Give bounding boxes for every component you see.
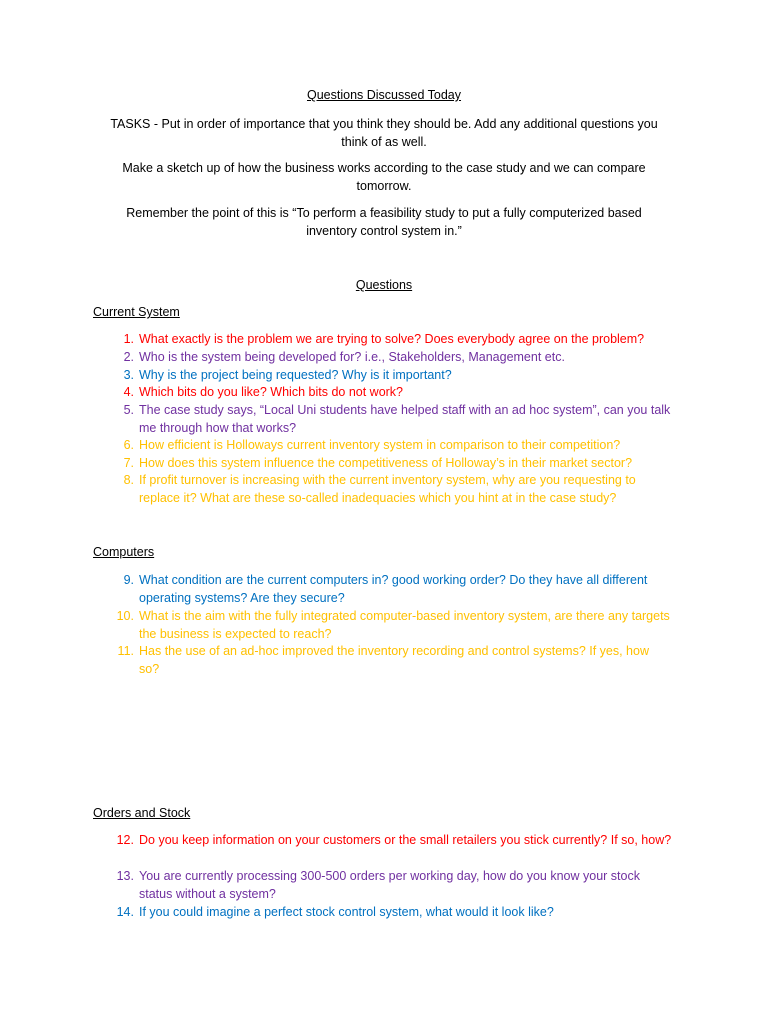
question-text: Who is the system being developed for? i.e., Stakeholders, Management etc.: [139, 350, 565, 364]
question-text: How efficient is Holloways current inventory system in comparison to their competition?: [139, 438, 621, 452]
question-text: Which bits do you like? Which bits do not work?: [139, 385, 404, 399]
question-number: 3.: [123, 368, 134, 382]
section-heading-computers: Computers: [93, 545, 155, 559]
tasks-paragraph: TASKS - Put in order of importance that you think they should be. Add any additional questions you think of as well.: [110, 117, 658, 149]
section-heading-current-system: Current System: [93, 305, 180, 319]
question-number: 12.: [116, 833, 134, 847]
question-number: 6.: [123, 438, 134, 452]
question-text: Do you keep information on your customers or the small retailers you stick currently? If so, how?: [139, 833, 672, 847]
question-text: If you could imagine a perfect stock control system, what would it look like?: [139, 905, 554, 919]
question-number: 9.: [123, 573, 134, 587]
question-number: 5.: [123, 403, 134, 417]
question-text: Has the use of an ad-hoc improved the inventory recording and control systems? If yes, how so?: [139, 644, 649, 676]
question-number: 4.: [123, 385, 134, 399]
question-number: 11.: [117, 644, 134, 658]
question-text: What exactly is the problem we are trying to solve? Does everybody agree on the problem?: [139, 332, 645, 346]
page-title: Questions Discussed Today: [306, 88, 462, 102]
question-number: 13.: [116, 869, 134, 883]
question-number: 14.: [116, 905, 134, 919]
question-text: What condition are the current computers in? good working order? Do they have all different operating systems? Are they secure?: [139, 573, 648, 605]
question-text: How does this system influence the competitiveness of Holloway’s in their market sector?: [139, 456, 633, 470]
question-text: You are currently processing 300-500 orders per working day, how do you know your stock status without a system?: [139, 869, 640, 901]
question-text: If profit turnover is increasing with the current inventory system, why are you requesting to replace it? What are these so-called inadequacies which you hint at in the case study?: [139, 473, 636, 505]
question-number: 2.: [123, 350, 134, 364]
question-number: 7.: [123, 456, 134, 470]
question-number: 8.: [123, 473, 134, 487]
question-text: What is the aim with the fully integrated computer-based inventory system, are there any targets the business is expected to reach?: [139, 609, 670, 641]
reminder-paragraph: Remember the point of this is “To perform a feasibility study to put a fully computerized based inventory control system in.”: [126, 206, 642, 238]
question-number: 10.: [116, 609, 134, 623]
section-heading-orders-and-stock: Orders and Stock: [93, 806, 191, 820]
question-number: 1.: [123, 332, 134, 346]
questions-heading: Questions: [355, 278, 413, 292]
sketch-paragraph: Make a sketch up of how the business works according to the case study and we can compare tomorrow.: [122, 161, 646, 193]
question-text: The case study says, “Local Uni students have helped staff with an ad hoc system”, can you talk me through how that works?: [139, 403, 671, 435]
question-text: Why is the project being requested? Why is it important?: [139, 368, 452, 382]
